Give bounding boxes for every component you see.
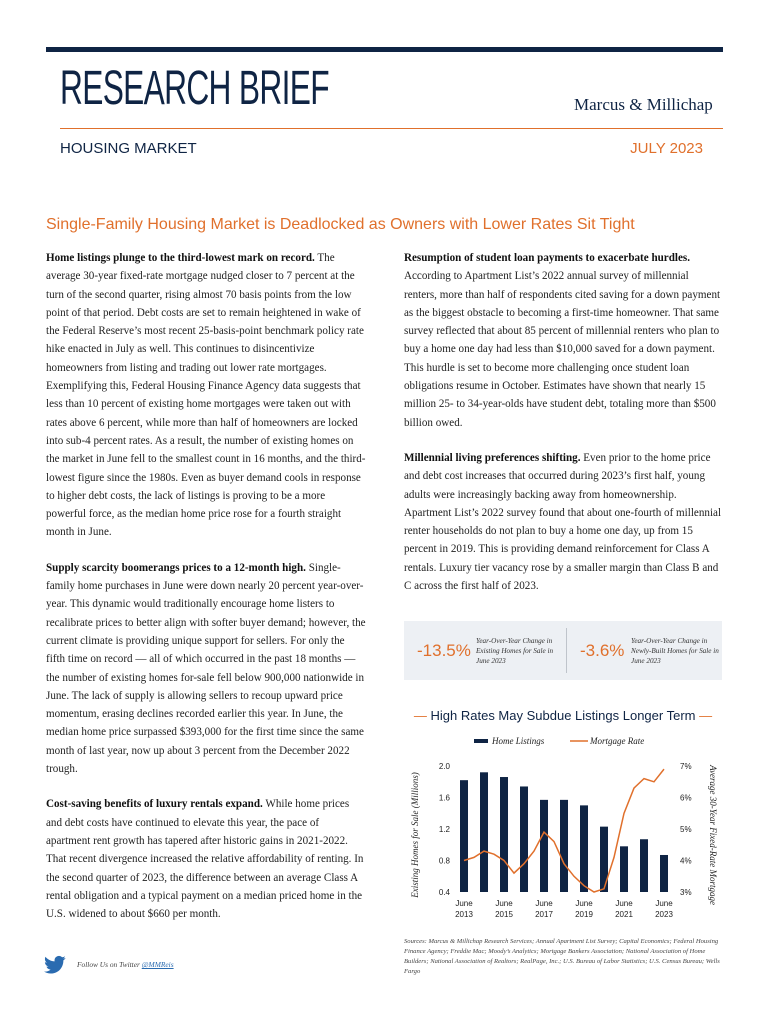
twitter-bird-icon[interactable] — [44, 955, 66, 975]
bar-home-listings — [500, 777, 508, 892]
headline: Single-Family Housing Market is Deadlocked as Owners with Lower Rates Sit Tight — [46, 216, 635, 233]
x-tick-label: June 2017 — [535, 899, 553, 919]
y-axis-title-right: Average 30-Year Fixed-Rate Mortgage — [708, 765, 718, 905]
bar-home-listings — [480, 772, 488, 892]
y-tick-label-right: 5% — [680, 825, 692, 834]
paragraph-lead: Millennial living preferences shifting. — [404, 451, 581, 464]
paragraph-body: Single-family home purchases in June were down nearly 20 percent year-over-year. This dynamic would traditionally encourage home listers to recalibrate prices to better align with softer buyer demand; however, the current climate is providing unique support for sellers. For only the fifth time on record — all of which occurred in the past 18 months — the number of existing homes for-sale fell below 900,000 nationwide in June. The lack of supply is allowing sellers to recoup upward price momentum, erasing declines recorded earlier this year. In June, the median home price surpassed $393,000 for the first time since the same month of last year, now up about 3 percent from the December 2022 trough. — [46, 561, 366, 776]
chart-title: — High Rates May Subdue Listings Longer Term — — [413, 708, 713, 723]
y-tick-label-right: 7% — [680, 762, 692, 771]
follow-line: Follow Us on Twitter @MMReis — [77, 960, 174, 969]
stat-label-new: Year-Over-Year Change in Newly-Built Homes for Sale in June 2023 — [631, 637, 719, 665]
header-divider — [60, 128, 723, 129]
y-tick-label-right: 4% — [680, 856, 692, 866]
y-tick-label-left: 1.2 — [438, 825, 450, 834]
bar-home-listings — [540, 800, 548, 892]
x-tick-label: June 2021 — [615, 899, 633, 919]
legend-label-home-listings: Home Listings — [492, 736, 545, 746]
right-column — [404, 249, 722, 612]
stat-label-existing: Year-Over-Year Change in Existing Homes for Sale in June 2023 — [476, 637, 554, 665]
bar-home-listings — [640, 839, 648, 892]
sources-note: Sources: Marcus & Millichap Research Services; Annual Apartment List Survey; Capital Economics; Federal Housing Finance Agency; Freddie Mac; Moody’s Analytics; Mortgage Bankers Association; National Association of Home Builders; National Association of Realtors; RealPage, Inc.; U.S. Bureau of Labor Statistics; U.S. Census Bureau; Wells Fargo — [404, 938, 720, 975]
y-tick-label-left: 0.8 — [438, 856, 450, 866]
bar-home-listings — [620, 846, 628, 892]
legend-swatch-home-listings — [474, 739, 488, 743]
paragraph-body: While home prices and debt costs have continued to elevate this year, the pace of apartment rent growth has tapered after historic gains in 2021-2022. That recent divergence increased the relative affordability of renting. In the second quarter of 2023, the difference between an average Class A rental obligation and a typical payment on a median priced home in the U.S. widened to about $660 per month. — [46, 798, 364, 921]
y-axis-title-left: Existing Homes for Sale (Millions) — [410, 772, 420, 898]
section-label: HOUSING MARKET — [60, 140, 197, 157]
brief-title: RESEARCH BRIEF — [60, 62, 329, 115]
bar-home-listings — [580, 805, 588, 892]
y-tick-label-right: 6% — [680, 793, 692, 803]
paragraph-lead: Cost-saving benefits of luxury rentals expand. — [46, 798, 263, 811]
paragraph-lead: Supply scarcity boomerangs prices to a 12-month high. — [46, 561, 306, 574]
brand-logo: Marcus & Millichap — [574, 95, 713, 114]
paragraph-body: The average 30-year fixed-rate mortgage nudged closer to 7 percent at the turn of the second quarter, rising almost 70 basis points from the low point of that period. Debt costs are set to remain heightened in wake of the Federal Reserve’s most recent 25-basis-point benchmark policy rate hike enacted in July as well. This continues to disincentivize homeowners from listing and trading out lower rate mortgages. Exemplifying this, Federal Housing Finance Agency data suggests that less than 10 percent of existing home mortgages were taken out with rates above 6 percent, while more than half of homeowners are locked into sub-4 percent rates. As a result, the number of existing homes on the market in June fell to the smallest count in 16 months, and the third-lowest figure since the 1980s. Even as buyer demand cools in response to higher debt costs, the lack of listings is proving to be a more powerful force, as the median home price rose for a fourth straight month in June. — [46, 252, 366, 539]
bar-home-listings — [460, 780, 468, 892]
top-rule — [46, 47, 723, 52]
bar-home-listings — [660, 855, 668, 892]
stats-divider — [566, 628, 567, 673]
x-tick-label: June 2013 — [455, 899, 473, 919]
paragraph-body: Even prior to the home price and debt cost increases that occurred during 2023’s first half, young adults were increasingly backing away from homeownership. Apartment List’s 2022 survey found that about one-fourth of millennial renter households do not plan to buy a home one day, up from 15 percent in 2019. This is providing demand reinforcement for Class A rentals. Luxury tier vacancy rose by a smaller margin than Class B and C across the first half of 2023. — [404, 451, 722, 593]
legend-label-mortgage-rate: Mortgage Rate — [590, 736, 645, 746]
paragraph-lead: Home listings plunge to the third-lowest mark on record. — [46, 252, 315, 264]
paragraph-body: According to Apartment List’s 2022 annual survey of millennial renters, more than half of respondents cited saving for a down payment as the biggest obstacle to becoming a first-time homeowner. That same survey reflected that about 85 percent of millennial renters who plan to buy a home one day had less than $10,000 saved for a down payment. This hurdle is set to become more challenging once student loan obligations resume in October. Estimates have shown that nearly 15 million 25- to 34-year-olds have student debt, totaling more than $500 billion owed. — [404, 270, 721, 429]
x-tick-label: June 2019 — [575, 899, 593, 919]
left-column — [46, 249, 366, 940]
stat-value-existing: -13.5% — [417, 641, 471, 660]
y-tick-label-left: 0.4 — [438, 888, 450, 897]
issue-date: JULY 2023 — [630, 140, 703, 157]
stat-value-new: -3.6% — [580, 641, 625, 660]
x-tick-label: June 2015 — [495, 899, 513, 919]
paragraph — [404, 449, 722, 595]
chart — [404, 732, 722, 932]
twitter-handle-link[interactable]: @MMReis — [141, 960, 174, 969]
bar-home-listings — [560, 800, 568, 892]
y-tick-label-right: 3% — [680, 888, 692, 897]
paragraph — [46, 559, 366, 779]
paragraph — [46, 795, 366, 923]
paragraph — [404, 249, 722, 432]
y-tick-label-left: 2.0 — [438, 762, 450, 771]
y-tick-label-left: 1.6 — [438, 793, 450, 803]
paragraph — [46, 249, 366, 542]
x-tick-label: June 2023 — [655, 899, 673, 919]
paragraph-lead: Resumption of student loan payments to exacerbate hurdles. — [404, 252, 690, 264]
bar-home-listings — [520, 786, 528, 892]
